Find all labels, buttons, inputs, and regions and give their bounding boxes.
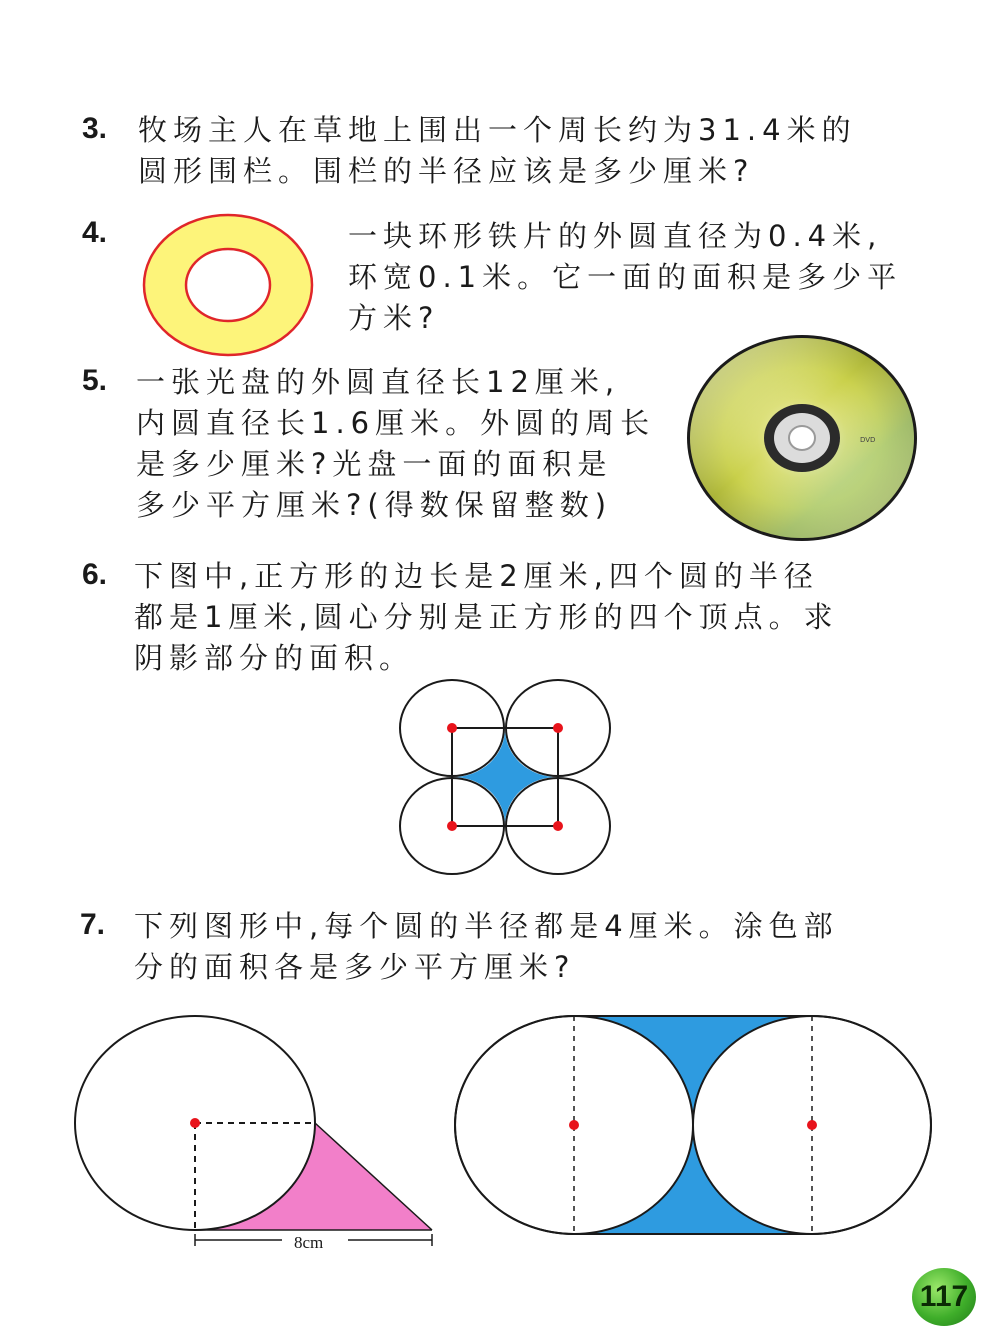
center-dot-bottom-left [447,821,457,831]
cd-disc-image [684,332,920,544]
question-5-text [136,362,655,526]
question-5-number: 5. [82,364,108,397]
question-4-line-1: 一块环形铁片的外圆直径为0.4米, [348,219,883,253]
question-7-text [134,906,839,988]
question-3-line-2: 圆形围栏。围栏的半径应该是多少厘米? [138,154,755,188]
question-5-line-3: 是多少厘米?光盘一面的面积是 [136,447,613,481]
center-dot-7a [190,1118,200,1128]
question-6-line-1: 下图中,正方形的边长是2厘米,四个圆的半径 [134,559,819,593]
dvd-logo: DVD [860,436,876,444]
page-number-badge [912,1268,976,1326]
shaded-star-region [453,729,557,825]
disc-center-hole [789,426,815,450]
question-4-line-3: 方米? [348,301,440,335]
question-3-line-1: 牧场主人在草地上围出一个周长约为31.4米的 [138,113,857,147]
center-dot-top-left [447,723,457,733]
stadium-two-circles-figure [452,1012,936,1238]
question-3-number: 3. [82,112,108,145]
circle-triangle-figure [70,1008,450,1258]
question-6-number: 6. [82,558,108,591]
center-dot-7b-right [807,1120,817,1130]
question-5-line-2: 内圆直径长1.6厘米。外圆的周长 [136,406,656,440]
annulus-figure [140,212,320,358]
four-circles-figure [396,676,614,878]
question-4-number: 4. [82,216,108,249]
question-3-text [138,110,857,192]
question-4-line-2: 环宽0.1米。它一面的面积是多少平 [348,260,903,294]
question-6-line-2: 都是1厘米,圆心分别是正方形的四个顶点。求 [134,600,839,634]
question-6-line-3: 阴影部分的面积。 [134,641,415,675]
center-dot-7b-left [569,1120,579,1130]
question-7-number: 7. [80,908,106,941]
question-7-line-2: 分的面积各是多少平方厘米? [134,950,576,984]
measure-label: 8cm [294,1233,324,1252]
question-6-text [134,556,839,679]
center-dot-top-right [553,723,563,733]
question-7-line-1: 下列图形中,每个圆的半径都是4厘米。涂色部 [134,909,839,943]
question-5-line-1: 一张光盘的外圆直径长12厘米, [136,365,621,399]
annulus-inner [186,249,270,321]
question-5-line-4: 多少平方厘米?(得数保留整数) [136,488,613,522]
center-dot-bottom-right [553,821,563,831]
page-number: 117 [919,1280,969,1313]
question-4-text [348,216,902,339]
